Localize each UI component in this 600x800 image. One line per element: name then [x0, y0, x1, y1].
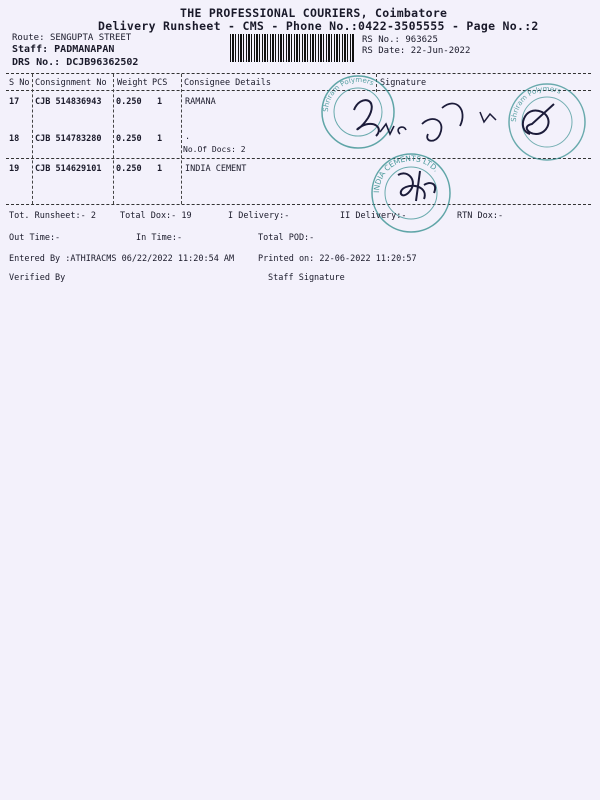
staff-value: PADMANAPAN	[54, 44, 115, 55]
row-consignee: RAMANA	[185, 97, 216, 107]
row-weight: 0.250	[116, 134, 142, 144]
company-title: THE PROFESSIONAL COURIERS, Coimbatore	[180, 6, 448, 20]
handwritten-signature-2	[390, 165, 450, 210]
row-consignment: CJB 514836943	[35, 97, 102, 107]
staff-label: Staff:	[12, 44, 49, 55]
row-weight: 0.250	[116, 164, 142, 174]
col-divider	[113, 74, 114, 204]
col-header-signature: Signature	[380, 78, 427, 88]
col-header-weight: Weight	[117, 78, 148, 88]
out-time: Out Time:-	[9, 233, 61, 243]
col-header-consignee: Consignee Details	[184, 78, 271, 88]
route-line	[12, 33, 131, 43]
row-docs-note: No.Of Docs: 2	[183, 145, 246, 154]
rs-no-line	[362, 35, 438, 45]
row-consignment: CJB 514783280	[35, 134, 102, 144]
svg-text:Shriram Polymers: Shriram Polymers	[321, 75, 375, 113]
table-top-rule	[6, 73, 591, 74]
table-bottom-rule	[6, 204, 591, 205]
svg-text:Shriram Polymers: Shriram Polymers	[509, 84, 563, 123]
staff-line	[12, 44, 114, 55]
drs-line	[12, 57, 138, 68]
rs-no-label: RS No.:	[362, 35, 400, 45]
staff-signature: Staff Signature	[268, 273, 345, 283]
total-pod: Total POD:-	[258, 233, 315, 243]
rs-date-value: 22-Jun-2022	[410, 46, 471, 56]
svg-text:INDIA CEMENTS LTD.: INDIA CEMENTS LTD.	[371, 153, 441, 194]
barcode	[230, 34, 354, 62]
col-divider	[32, 74, 33, 204]
row-rule	[6, 158, 591, 159]
i-delivery: I Delivery:-	[228, 211, 290, 221]
ii-delivery: II Delivery:-	[340, 211, 407, 221]
row-pcs: 1	[157, 164, 163, 174]
row-pcs: 1	[157, 97, 163, 107]
col-header-sno: S No	[9, 78, 30, 88]
total-dox: Total Dox:- 19	[120, 211, 192, 221]
handwritten-signature-1	[340, 88, 580, 158]
row-sno: 18	[9, 134, 20, 144]
drs-label: DRS No.:	[12, 57, 61, 68]
row-consignment: CJB 514629101	[35, 164, 102, 174]
route-label: Route:	[12, 33, 45, 43]
row-consignee: .	[185, 132, 191, 142]
rs-no-value: 963625	[405, 35, 438, 45]
col-divider	[181, 74, 182, 204]
printed-on: Printed on: 22-06-2022 11:20:57	[258, 254, 417, 264]
tot-runsheet: Tot. Runsheet:- 2	[9, 211, 96, 221]
col-header-pcs: PCS	[152, 78, 168, 88]
in-time: In Time:-	[136, 233, 183, 243]
rs-date-label: RS Date:	[362, 46, 406, 56]
runsheet-title: Delivery Runsheet - CMS - Phone No.:0422-3505555 - Page No.:2	[98, 19, 539, 33]
row-sno: 19	[9, 164, 20, 174]
verified-by: Verified By	[9, 273, 66, 283]
drs-value: DCJB96362502	[66, 57, 139, 68]
col-header-consignment: Consignment No	[35, 78, 107, 88]
row-consignee: INDIA CEMENT	[185, 164, 247, 174]
row-sno: 17	[9, 97, 20, 107]
row-pcs: 1	[157, 134, 163, 144]
rtn-dox: RTN Dox:-	[457, 211, 504, 221]
entered-by: Entered By :ATHIRACMS 06/22/2022 11:20:54 AM	[9, 254, 235, 264]
rs-date-line	[362, 46, 470, 56]
route-value: SENGUPTA STREET	[49, 33, 132, 43]
row-weight: 0.250	[116, 97, 142, 107]
